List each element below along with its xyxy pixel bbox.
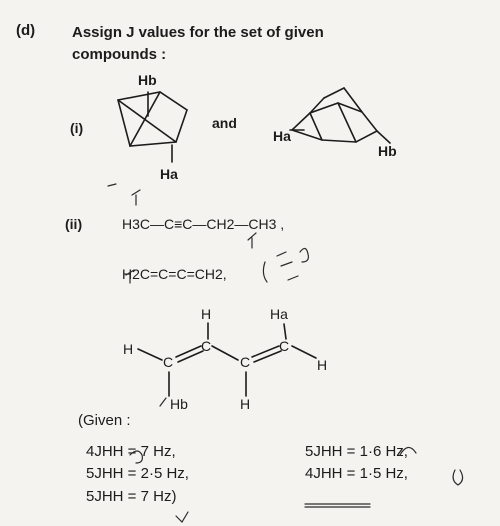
- part-i-label: (i): [70, 120, 84, 136]
- given-left-3: 5JHH = 7 Hz): [86, 488, 177, 505]
- formula-alkyne: H3C—C≡C—CH2—CH3 ,: [122, 216, 285, 232]
- atom-c-2: C: [201, 338, 212, 354]
- bicyclic-structure-2: [290, 88, 390, 143]
- given-right-2: 4JHH = 1·5 Hz,: [305, 465, 408, 482]
- formula-cumulene: H2C=C=C=CH2,: [122, 266, 227, 282]
- atom-hb: Hb: [170, 396, 188, 412]
- ha-label-1: Ha: [160, 166, 178, 182]
- question-line-2: compounds :: [72, 46, 167, 63]
- question-line-1: Assign J values for the set of given: [72, 24, 324, 41]
- atom-h-bottom: H: [240, 396, 251, 412]
- and-text: and: [212, 115, 237, 131]
- atom-c-3: C: [240, 354, 251, 370]
- given-right-1: 5JHH = 1·6 Hz,: [305, 443, 408, 460]
- given-left-1: 4JHH = 7 Hz,: [86, 443, 176, 460]
- part-ii-label: (ii): [65, 216, 83, 232]
- handwritten-marks: [108, 184, 463, 522]
- triene-bonds: [138, 323, 316, 396]
- atom-c-4: C: [279, 338, 290, 354]
- given-left-2: 5JHH = 2·5 Hz,: [86, 465, 189, 482]
- atom-ha: Ha: [270, 306, 288, 322]
- atom-h-top-1: H: [201, 306, 212, 322]
- hb-label-2: Hb: [378, 143, 397, 159]
- atom-h-left: H: [123, 341, 134, 357]
- question-part: (d): [16, 22, 36, 39]
- ha-label-2: Ha: [273, 128, 291, 144]
- bicyclic-structure-1: [118, 92, 187, 162]
- given-title: (Given :: [78, 412, 131, 429]
- hb-label-1: Hb: [138, 72, 157, 88]
- atom-h-right: H: [317, 357, 328, 373]
- atom-c-1: C: [163, 354, 174, 370]
